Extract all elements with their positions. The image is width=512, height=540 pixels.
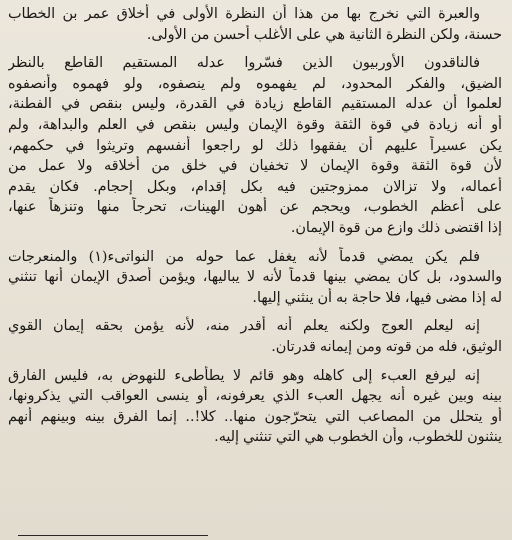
text-line: لأن قوة الثقة وقوة الإيمان لا تخفيان في خلق من أخلاقه ولا عمل من <box>8 158 502 175</box>
paragraph-5 <box>8 366 502 448</box>
text-line: إذا اقتضى ذلك وازع من قوة الإيمان. <box>290 219 502 236</box>
text-line: ينثنون للخطوب، وأن الخطوب هي التي تنثني إليه. <box>214 429 502 446</box>
text-line: لعلموا أن عدله المستقيم القاطع زيادة في القدرة، وليس بنقص في الفطنة، <box>8 96 502 113</box>
paragraph-4 <box>8 316 502 357</box>
text-line: حسنة، ولكن النظرة الثانية هي على الأغلب أحسن من الأولى. <box>146 26 502 43</box>
text-line: أو يتحلل من المصاعب التي يتحرّجون منها.. كلا!.. إنما الفرق بينه وبينهم أنهم <box>8 408 502 425</box>
text-line: والعبرة التي نخرج بها من هذا أن النظرة الأولى في أخلاق عمر بن الخطاب <box>8 6 480 22</box>
text-line: الضيق، والفكر المحدود، لم يفهموه ولم ينصفوه، ولو فهموه وأنصفوه <box>8 75 502 92</box>
text-line: والسدود، بل كان يمضي بينها قدماً لأنه لا يباليها، ويؤمن أصدق الإيمان أنها تنثني <box>8 269 502 286</box>
text-line: فالناقدون الأوربيون الذين فسّروا عدله المستقيم القاطع بالنظر <box>8 55 480 72</box>
text-line: أعماله، ولا تزالان ممزوجتين فيه بكل إقدام، وبكل إحجام. فكان يقدم <box>8 178 502 195</box>
paragraph-2 <box>8 53 502 238</box>
paragraph-3 <box>8 247 502 309</box>
text-line: يكن عسيراً عليهم أن يفقهوا ذلك لو راجعوا أنفسهم وتريثوا في حكمهم، <box>8 137 502 154</box>
text-line: إنه ليعلم العوج ولكنه يعلم أنه أقدر منه، لأنه يؤمن بحقه إيمان القوي <box>8 318 480 335</box>
text-line: على أعظم الخطوب، ويحجم عن أهون الهينات، تحرجاً منها وتنزهاً عنها، <box>8 199 502 216</box>
text-line: له إذا مضى فيها، فلا حاجة به أن ينثني إليها. <box>252 289 502 306</box>
paragraph-1 <box>8 4 502 45</box>
footnote-divider <box>18 535 208 536</box>
text-line: الوثيق، فله من قوته ومن إيمانه قدرتان. <box>271 338 502 355</box>
text-line: أو أنه زيادة في قوة الثقة وقوة الإيمان وليس بنقص في العلم والبداهة، ولم <box>8 116 502 133</box>
text-line: فلم يكن يمضي قدماً لأنه يغفل عما حوله من النواتىء(١) والمنعرجات <box>8 248 480 265</box>
text-line: إنه ليرفع العبء إلى كاهله وهو قائم لا يطأطىء للنهوض به، فليس الفارق <box>8 367 480 384</box>
text-line: بينه وبين غيره أنه يجهل العبء الذي يعرفونه، أو ينسى العواقب التي يذكرونها، <box>8 388 502 405</box>
